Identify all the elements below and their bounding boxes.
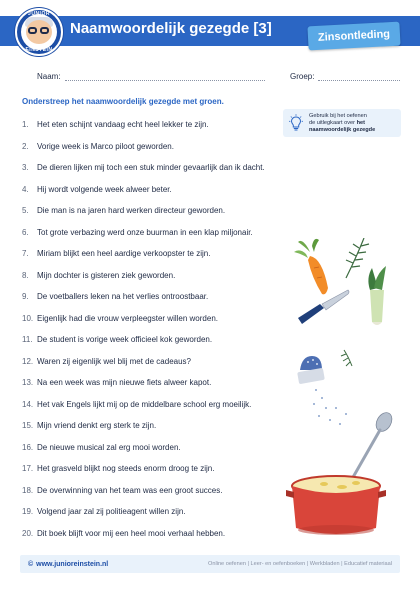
name-label: Naam: [37,72,61,81]
tip-line-2-prefix: de uitlegkaart over [309,119,357,126]
sentence-number: 20. [22,528,34,538]
logo-glasses-right [40,27,49,34]
tip-text [309,113,399,134]
logo-text-top: JUNIOR [28,11,50,17]
sentence-20[interactable] [22,529,265,551]
sentence-number: 17. [22,464,34,473]
leek-icon [368,266,386,325]
sentence-text[interactable]: Na een week was mijn nieuwe fiets alweer kapot. [37,378,212,387]
knife-icon [298,290,349,324]
tip-line-2-bold: het [356,119,365,126]
sentence-text[interactable]: Hij wordt volgende week alweer beter. [37,184,172,194]
sentence-number: 16. [22,442,34,452]
header [0,0,420,62]
group-line[interactable] [318,72,400,81]
footer-links[interactable]: Online oefenen | Leer- en oefenboeken | Werkbladen | Educatief materiaal [208,561,392,567]
cooking-illustration [286,238,406,543]
group-field[interactable] [290,72,400,81]
sentence-12[interactable] [22,357,265,379]
tip-box [283,109,401,137]
sentence-text[interactable]: Vorige week is Marco piloot geworden. [37,141,174,151]
sentence-number: 1. [22,120,29,129]
spoon-icon [348,410,395,486]
footer-url-text[interactable]: www.junioreinstein.nl [36,560,109,568]
junior-einstein-logo[interactable] [15,8,63,56]
sentence-7[interactable] [22,249,265,271]
herb-sprig-icon [346,238,369,278]
sentence-9[interactable] [22,292,265,314]
sentence-number: 6. [22,227,29,237]
sentence-text[interactable]: Tot grote verbazing werd onze buurman in een klap miljonair. [37,227,253,237]
sentence-text[interactable]: Miriam blijkt een heel aardige verkoopster te zijn. [37,249,211,258]
tip-line-2 [309,120,399,127]
sentence-text[interactable]: Dit boek blijft voor mij een heel mooi verhaal hebben. [37,528,226,538]
footer-website-link[interactable] [28,561,108,568]
sentence-6[interactable] [22,228,265,250]
sentence-text[interactable]: Het eten schijnt vandaag echt heel lekker te zijn. [37,120,209,129]
sentence-number: 12. [22,356,34,366]
sentence-number: 18. [22,485,34,495]
sentence-text[interactable]: De dieren lijken mij toch een stuk minder gevaarlijk dan ik dacht. [37,163,265,172]
sentence-text[interactable]: Volgend jaar zal zij politieagent willen zijn. [37,507,186,516]
sentence-5[interactable] [22,206,265,228]
sentence-1[interactable] [22,120,265,142]
sentence-text[interactable]: De nieuwe musical zal erg mooi worden. [37,442,181,452]
tip-line-3 [309,127,399,134]
sentence-14[interactable] [22,400,265,422]
name-line[interactable] [65,72,265,81]
sentence-number: 2. [22,141,29,151]
sentence-2[interactable] [22,142,265,164]
logo-glasses-left [28,27,37,34]
sentence-text[interactable]: Eigenlijk had die vrouw verpleegster willen worden. [37,313,218,323]
sentence-text[interactable]: Het grasveld blijkt nog steeds enorm droog te zijn. [37,464,215,473]
sentence-18[interactable] [22,486,265,508]
sentence-text[interactable]: De voetballers leken na het verlies ontroostbaar. [37,292,209,301]
sentence-15[interactable] [22,421,265,443]
herb-leaf-icon [341,350,352,366]
sentence-10[interactable] [22,314,265,336]
tip-line-1: Gebruik bij het oefenen [309,112,367,119]
salt-shaker-icon [297,356,325,384]
footer [20,555,400,573]
logo-text-bottom: EINSTEIN [25,47,53,53]
copyright-icon: © [28,560,34,568]
sentence-13[interactable] [22,378,265,400]
sentence-number: 15. [22,421,34,430]
sentence-text[interactable]: Die man is na jaren hard werken directeur geworden. [37,206,226,215]
sentence-text[interactable]: Mijn vriend denkt erg sterk te zijn. [37,421,157,430]
sentence-number: 19. [22,507,34,516]
sentence-4[interactable] [22,185,265,207]
cooking-pot-icon [286,476,386,535]
lightbulb-icon [287,114,305,132]
sentence-text[interactable]: Waren zij eigenlijk wel blij met de cadeaus? [37,356,191,366]
sentence-text[interactable]: Mijn dochter is gisteren ziek geworden. [37,270,176,280]
page-title: Naamwoordelijk gezegde [3] [70,20,272,37]
sentence-number: 8. [22,270,29,280]
sentence-number: 4. [22,184,29,194]
sentence-number: 5. [22,206,29,215]
name-field[interactable] [37,72,265,81]
carrot-icon [294,239,328,295]
sentence-number: 11. [22,335,33,344]
group-label: Groep: [290,72,315,81]
sentence-list [22,120,265,550]
sentence-number: 3. [22,163,29,172]
sentence-text[interactable]: De student is vorige week officieel kok geworden. [37,335,213,344]
sentence-number: 14. [22,399,34,409]
sentence-text[interactable]: Het vak Engels lijkt mij op de middelbare school erg moeilijk. [37,399,252,409]
tip-line-3-bold: naamwoordelijk gezegde [309,126,376,133]
sentence-17[interactable] [22,464,265,486]
instruction: Onderstreep het naamwoordelijk gezegde met groen. [22,97,224,106]
sentence-8[interactable] [22,271,265,293]
sentence-text[interactable]: De overwinning van het team was een groot succes. [37,485,223,495]
sentence-number: 13. [22,378,34,387]
sentence-16[interactable] [22,443,265,465]
salt-grains-icon [313,389,347,425]
sentence-19[interactable] [22,507,265,529]
sentence-number: 10. [22,313,34,323]
sentence-number: 9. [22,292,29,301]
topic-tag: Zinsontleding [307,22,400,51]
sentence-number: 7. [22,249,29,258]
sentence-3[interactable] [22,163,265,185]
sentence-11[interactable] [22,335,265,357]
